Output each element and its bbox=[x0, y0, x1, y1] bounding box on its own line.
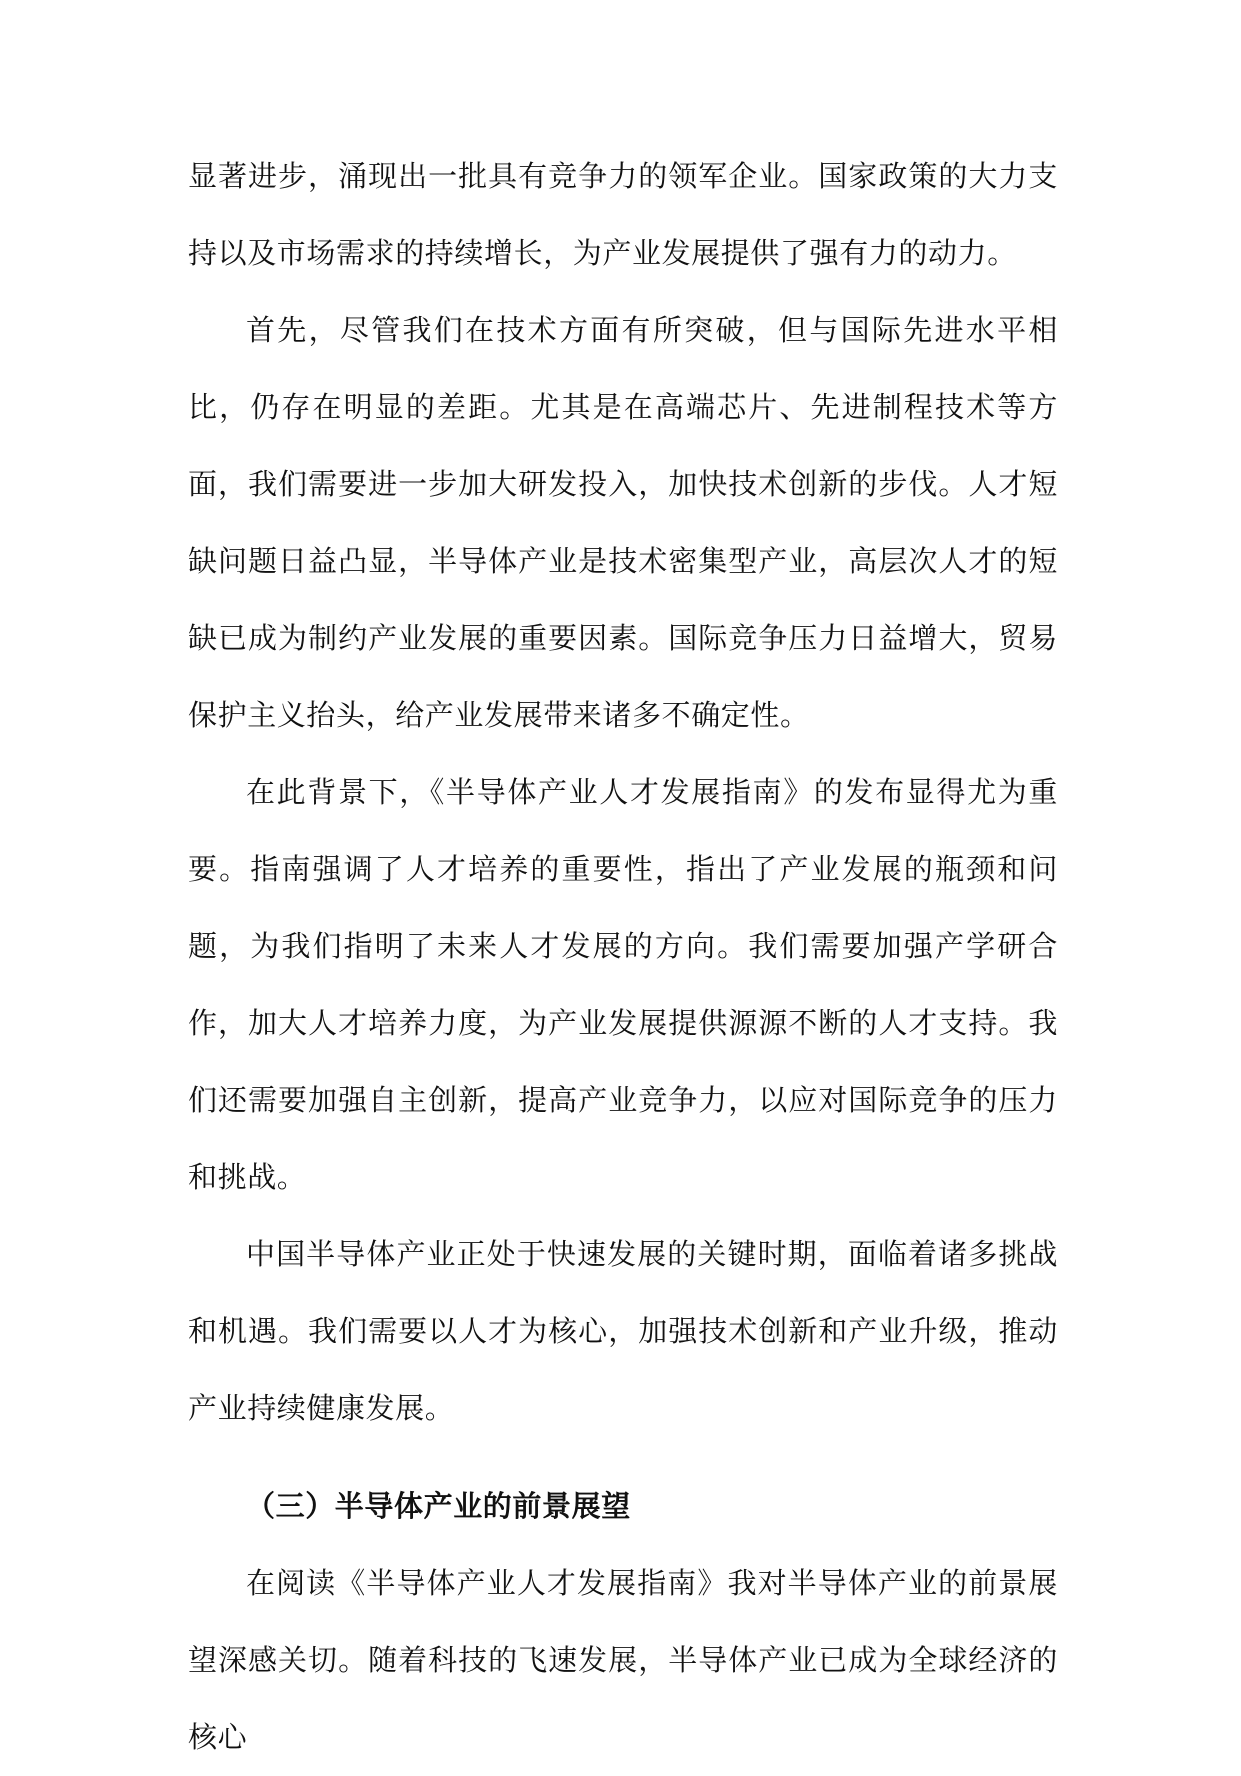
paragraph-continuation: 显著进步，涌现出一批具有竞争力的领军企业。国家政策的大力支持以及市场需求的持续增长，为产业发展提供了强有力的动力。 bbox=[188, 159, 1058, 270]
document-body bbox=[188, 138, 1058, 1776]
paragraph-guide-importance: 在此背景下，《半导体产业人才发展指南》的发布显得尤为重要。指南强调了人才培养的重要性，指出了产业发展的瓶颈和问题，为我们指明了未来人才发展的方向。我们需要加强产学研合作，加大人才培养力度，为产业发展提供源源不断的人才支持。我们还需要加强自主创新，提高产业竞争力，以应对国际竞争的压力和挑战。 bbox=[188, 775, 1058, 1194]
paragraph-challenges: 首先，尽管我们在技术方面有所突破，但与国际先进水平相比，仍存在明显的差距。尤其是在高端芯片、先进制程技术等方面，我们需要进一步加大研发投入，加快技术创新的步伐。人才短缺问题日益凸显，半导体产业是技术密集型产业，高层次人才的短缺已成为制约产业发展的重要因素。国际竞争压力日益增大，贸易保护主义抬头，给产业发展带来诸多不确定性。 bbox=[188, 313, 1058, 732]
paragraph-conclusion: 中国半导体产业正处于快速发展的关键时期，面临着诸多挑战和机遇。我们需要以人才为核心，加强技术创新和产业升级，推动产业持续健康发展。 bbox=[188, 1237, 1058, 1425]
section-heading: （三）半导体产业的前景展望 bbox=[246, 1489, 631, 1523]
paragraph-outlook: 在阅读《半导体产业人才发展指南》我对半导体产业的前景展望深感关切。随着科技的飞速发展，半导体产业已成为全球经济的核心 bbox=[188, 1566, 1058, 1754]
